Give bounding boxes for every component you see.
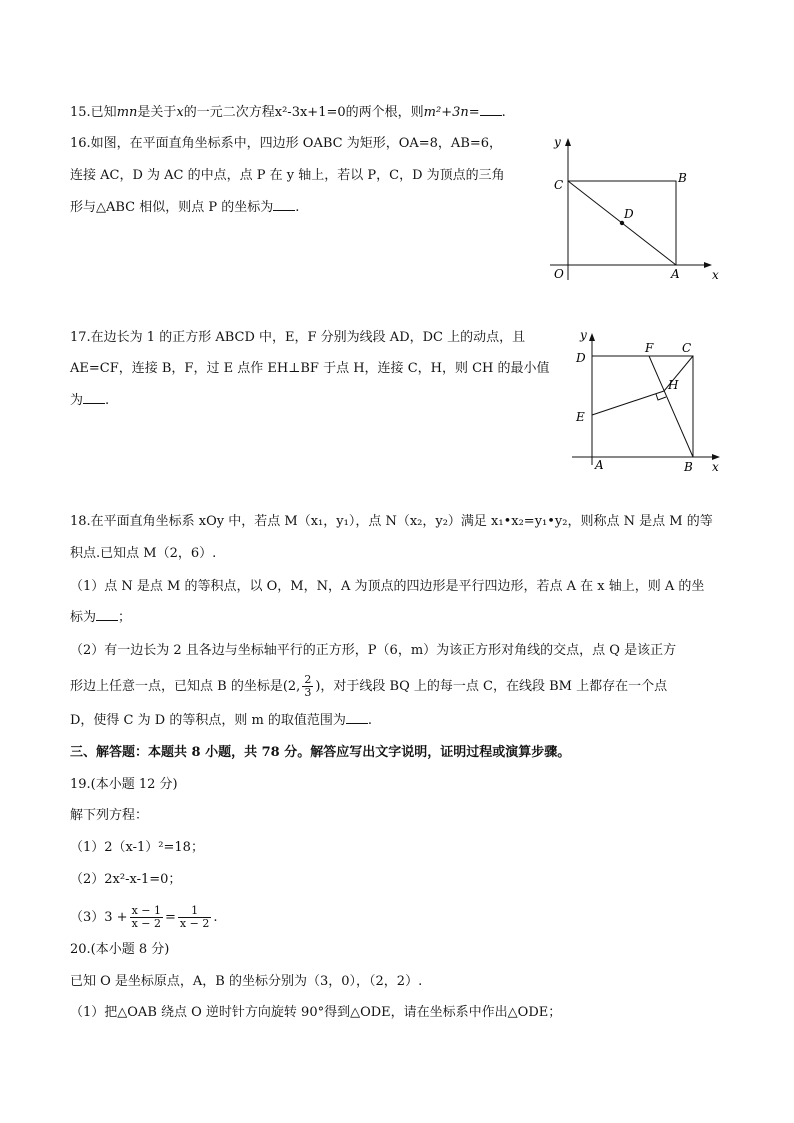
- q15-text-b: 是关于: [137, 105, 177, 120]
- q19-eq3-den-2: x − 2: [179, 917, 210, 930]
- q17-label-f: F: [645, 341, 654, 355]
- q17-label-b: B: [684, 460, 693, 474]
- q18-part1-answer-blank[interactable]: [96, 608, 118, 621]
- q15-n: n: [129, 105, 138, 120]
- q16-label-b: B: [678, 171, 687, 185]
- q18-line-1: 18.在平面直角坐标系 xOy 中，若点 M（x₁，y₁），点 N（x₂，y₂）满足 x₁•x₂=y₁•y₂，则称点 N 是点 M 的等: [70, 514, 713, 529]
- q18-part2-answer-blank[interactable]: [346, 711, 368, 724]
- q18-part2-line-3: [70, 711, 372, 731]
- section-3-heading: 三、解答题：本题共 8 小题，共 78 分。解答应写出文字说明，证明过程或演算步骤。: [70, 745, 571, 760]
- q17-label-y: y: [580, 328, 587, 342]
- q17-label-x: x: [712, 460, 719, 474]
- q15-equation: x²-3x+1=0: [274, 105, 346, 120]
- q17-line-3: [70, 391, 109, 411]
- q17-right-angle-mark: [656, 394, 666, 400]
- q16-end: .: [295, 200, 300, 215]
- q18-part1-line-2: [70, 608, 131, 628]
- q18-line-2: 积点.已知点 M（2，6）.: [70, 546, 217, 561]
- q18-fraction-num: 2: [304, 673, 312, 686]
- q15-answer-blank[interactable]: [480, 103, 502, 116]
- q17-end: .: [105, 393, 110, 408]
- q17-line-1: 17.在边长为 1 的正方形 ABCD 中，E，F 分别为线段 AD，DC 上的动点，且: [70, 330, 526, 345]
- q16-label-c: C: [554, 178, 564, 192]
- q18-point-b-close: ): [315, 679, 321, 694]
- q16-x-arrow: [704, 262, 712, 268]
- q16-line-3: [70, 198, 299, 218]
- q19-eq3-den-1: x − 2: [131, 917, 161, 930]
- q17-segment-bf: [649, 356, 693, 457]
- q19-intro: 解下列方程：: [70, 808, 149, 823]
- q18-part2-text-a: 形边上任意一点，已知点 B 的坐标是: [70, 679, 283, 694]
- q16-line-2: 连接 AC，D 为 AC 的中点，点 P 在 y 轴上，若以 P，C，D 为顶点的三角: [70, 168, 505, 183]
- q16-label-o: O: [554, 267, 564, 281]
- q15-text-a: 15.已知: [70, 105, 117, 120]
- q20-line-2: （1）把△OAB 绕点 O 逆时针方向旋转 90°得到△ODE，请在坐标系中作出△ODE；: [70, 1005, 562, 1020]
- q18-part2-line-2: [70, 674, 667, 699]
- q17-label-a: A: [595, 458, 604, 472]
- q19-eq3-num-2: 1: [178, 905, 211, 918]
- q19-eq3-prefix: （3）3 +: [70, 910, 128, 925]
- q17-label-c: C: [682, 341, 692, 355]
- q18-fraction: [302, 674, 313, 699]
- q16-line-3-text: 形与△ABC 相似，则点 P 的坐标为: [70, 200, 274, 215]
- q16-label-x: x: [712, 268, 719, 282]
- q18-point-b-open: (2,: [282, 679, 301, 694]
- q15-line: [70, 103, 506, 123]
- q16-line-1: 16.如图，在平面直角坐标系中，四边形 OABC 为矩形，OA=8，AB=6，: [70, 136, 503, 151]
- q15-expression: m²+3n=: [423, 105, 480, 120]
- q16-figure: [540, 130, 730, 290]
- q20-line-1: 已知 O 是坐标原点，A，B 的坐标分别为（3，0），（2，2）.: [70, 974, 423, 989]
- q17-figure: [568, 325, 728, 475]
- q18-fraction-den: 3: [304, 686, 312, 699]
- q17-line-2: AE=CF，连接 B，F，过 E 点作 EH⊥BF 于点 H，连接 C，H，则 CH 的最小值: [70, 361, 550, 376]
- q20-title: 20.(本小题 8 分): [70, 942, 170, 957]
- q17-label-d: D: [576, 351, 586, 365]
- q15-m: m: [116, 105, 130, 120]
- q19-eq3-num-1: x − 1: [131, 904, 161, 917]
- q17-segment-eh: [592, 391, 664, 415]
- q15-text-c: 的一元二次方程: [183, 105, 275, 120]
- q16-label-y: y: [554, 135, 561, 149]
- q16-label-a: A: [671, 267, 680, 281]
- q18-part2-end: .: [367, 713, 373, 728]
- q17-y-arrow: [589, 333, 595, 341]
- q19-eq3-equals: =: [165, 910, 176, 925]
- q18-part1-line-1: （1）点 N 是点 M 的等积点，以 O，M，N，A 为顶点的四边形是平行四边形，若点 A 在 x 轴上，则 A 的坐: [70, 579, 705, 594]
- q18-part1-end: ；: [118, 610, 132, 625]
- q19-title: 19.(本小题 12 分): [70, 777, 178, 792]
- q19-eq3-fraction-1: [130, 905, 163, 930]
- q19-eq3-end: .: [213, 910, 218, 925]
- q16-answer-blank[interactable]: [273, 198, 295, 211]
- q19-equation-3: [70, 905, 217, 930]
- q15-text-d: 的两个根，则: [345, 105, 424, 120]
- q18-part2-text-c: D，使得 C 为 D 的等积点，则 m 的取值范围为: [70, 713, 346, 728]
- q19-equation-1: （1）2（x-1）²=18；: [70, 840, 204, 855]
- q17-square: [592, 356, 693, 457]
- q18-part1-text: 标为: [70, 610, 97, 625]
- q16-point-d: [620, 221, 624, 225]
- q16-label-d: D: [624, 207, 634, 221]
- q15-end: .: [501, 105, 506, 120]
- q17-answer-blank[interactable]: [83, 391, 105, 404]
- q17-label-e: E: [576, 410, 585, 424]
- q17-line-3-text: 为: [70, 393, 84, 408]
- q18-part2-text-b: ，对于线段 BQ 上的每一点 C，在线段 BM 上都存在一个点: [320, 679, 668, 694]
- q16-y-arrow: [565, 138, 571, 146]
- q17-label-h: H: [668, 378, 679, 392]
- q15-x: x: [176, 105, 184, 120]
- q19-equation-2: （2）2x²-x-1=0；: [70, 872, 182, 887]
- q18-part2-line-1: （2）有一边长为 2 且各边与坐标轴平行的正方形，P（6，m）为该正方形对角线的交点，点 Q 是该正方: [70, 643, 677, 658]
- q19-eq3-fraction-2: [178, 905, 211, 930]
